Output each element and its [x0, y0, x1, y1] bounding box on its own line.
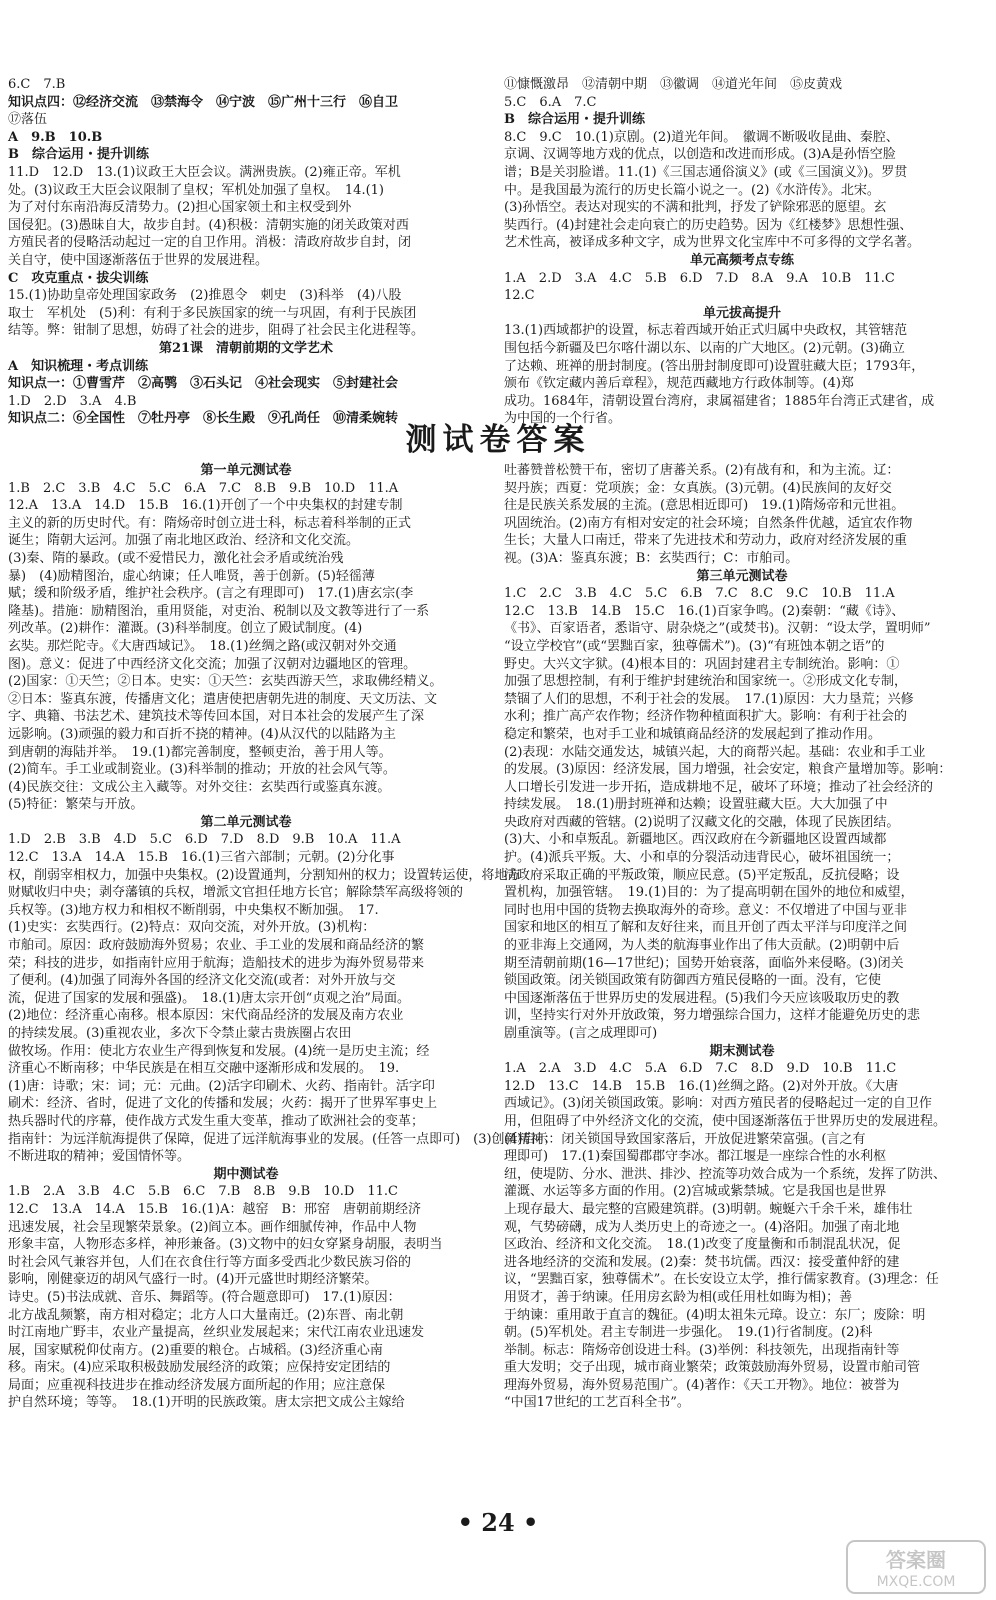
answer-line: 结等。弊：钳制了思想，妨碍了社会的进步，阻碍了社会民主化进程等。: [8, 323, 425, 339]
answer-line: 生长；大量人口南迁，带来了先进技术和劳动力，政府对经济发展的重: [504, 533, 908, 549]
top-right-column: [504, 76, 980, 428]
answer-line: 于纳谏：重用敢于直言的魏征。(4)明太祖朱元璋。设立：东厂；废除：明: [504, 1307, 926, 1323]
answer-line: 北方战乱频繁，南方相对稳定；北方人口大量南迁。(2)东晋、南北朝: [8, 1307, 404, 1323]
answer-line: 做牧场。作用：使北方农业生产得到恢复和发展。(4)统一是历史主流；经: [8, 1043, 430, 1059]
answer-line: 图)。意义：促进了中西经济文化交流；加强了汉朝对边疆地区的管理。: [8, 656, 417, 672]
answer-line: (2)国家：①天竺；②日本。史实：①天竺：玄奘西游天竺，求取佛经精义。: [8, 674, 443, 690]
answer-line: 12.C: [504, 288, 535, 304]
answer-line: 单元拔高提升: [702, 305, 781, 321]
answer-line: 的亚非海上交通网，为人类的航海事业作出了伟大贡献。(2)明朝中后: [504, 938, 900, 954]
answer-line: (2)表现：水陆交通发达，城镇兴起，大的商帮兴起。基础：农业和手工业: [504, 744, 926, 760]
answer-line: 关自守，使中国逐渐落伍于世界的发展进程。: [8, 252, 269, 268]
answer-line: 移。南宋。(4)应采取积极鼓励发展经济的政策；应保持安定团结的: [8, 1360, 391, 1376]
top-left-column: [8, 76, 484, 428]
answer-line: A 知识梳理・考点训练: [8, 358, 149, 374]
answer-line: 为中国的一个行省。: [504, 411, 622, 427]
answer-line: 水利；推广高产农作物；经济作物种植面积扩大。影响：有利于社会的: [504, 709, 908, 725]
answer-line: 不断进取的精神；爱国情怀等。: [8, 1149, 191, 1165]
answer-line: 理海外贸易，海外贸易范围广。(4)著作：《天工开物》。地位：被誉为: [504, 1377, 900, 1393]
answer-line: 围包括今新疆及巴尔喀什湖以东、以南的广大地区。(2)元朝。(3)确立: [504, 340, 905, 356]
answer-line: 方殖民者的侵略活动起过一定的自卫作用。消极：清政府故步自封，闭: [8, 235, 412, 251]
answer-line: 时江南地广野丰，农业产量提高，丝织业发展起来；宋代江南农业迅速发: [8, 1325, 425, 1341]
answer-line: 取士 军机处 (5)利：有利于多民族国家的统一与巩固，有利于民族团: [8, 305, 417, 321]
answer-line: 列改革。(2)耕作：灌溉。(3)科举制度。创立了殿试制度。(4): [8, 621, 363, 637]
answer-line: 中国逐渐落伍于世界历史的发展进程。(5)我们今天应该吸取历史的教: [504, 990, 900, 1006]
answer-line: 时社会风气兼容并包，人们在衣食住行等方面多受西北少数民族习俗的: [8, 1254, 412, 1270]
answer-line: 期中测试卷: [213, 1166, 279, 1182]
answer-line: 奘西行。(4)封建社会走向衰亡的历史趋势。因为《红楼梦》思想性强、: [504, 217, 913, 233]
answer-line: 用，但阻碍了中外经济文化的交流，使中国逐渐落伍于世界历史的发展进程。: [504, 1113, 947, 1129]
answer-line: 兵权等。(3)地方权力和相权不断削弱，中央集权不断加强。 17.: [8, 902, 379, 918]
answer-line: 指南针：为远洋航海提供了保障，促进了远洋航海事业的发展。(任答一点即可) (3)创新精神；: [8, 1131, 557, 1147]
answer-line: 影响，刚健豪迈的胡风气盛行一时。(4)开元盛世时期经济繁荣。: [8, 1272, 378, 1288]
svg-text:答案圈: 答案圈: [886, 1548, 946, 1572]
answer-line: (2)地位：经济重心南移。根本原因：宋代商品经济的发展及南方农业: [8, 1008, 404, 1024]
answer-line: (3)孙悟空。表达对现实的不满和批判，抒发了铲除邪恶的愿望。玄: [504, 200, 887, 216]
answer-line: “设立学校官”(或“罢黜百家，独尊儒术”)。(3)“有班蚀本朝之语”的: [504, 638, 885, 654]
bottom-right-column: [504, 462, 980, 1412]
answer-line: 举制。标志：隋炀帝创设进士科。(3)举例：科技领先，出现指南针等: [504, 1342, 900, 1358]
answer-line: 用贤才，善于纳谏。任用房玄龄为相(或任用杜如晦为相)；善: [504, 1289, 853, 1305]
answer-line: 第一单元测试卷: [200, 463, 292, 478]
answer-line: 《书》、百家语者，悉诣守、尉杂烧之”(或焚书)。汉朝：“设太学，置明师”: [504, 621, 931, 637]
answer-line: 期至清朝前期(16—17世纪)；国势开始衰落，面临外来侵略。(3)闭关: [504, 955, 904, 971]
answer-line: 单元高频考点专练: [689, 252, 794, 268]
answer-line: 1.D 2.B 3.B 4.D 5.C 6.D 7.D 8.D 9.B 10.A 11.A: [8, 832, 401, 848]
answer-line: 纽，使堤防、分水、泄洪、排沙、控流等功效合成为一个系统，发挥了防洪、: [504, 1166, 947, 1182]
answer-line: 12.D 13.C 14.B 15.B 16.(1)丝绸之路。(2)对外开放。《大唐: [504, 1078, 899, 1094]
answer-line: 了便利。(4)加强了同海外各国的经济文化交流(或者：对外开放与交: [8, 973, 396, 989]
answer-line: 1.B 2.A 3.B 4.C 5.B 6.C 7.B 8.B 9.B 10.D 11.C: [8, 1184, 398, 1200]
answer-line: 赋；缓和阶级矛盾，维护社会秩序。(言之有理即可) 17.(1)唐玄宗(李: [8, 586, 414, 602]
answer-line: 同时也用中国的货物去换取海外的奇珍。意义：不仅增进了中国与亚非: [504, 902, 908, 918]
answer-line: 热兵器时代的序幕，使作战方式发生重大变革，推动了欧洲社会的变革；: [8, 1113, 425, 1129]
answer-line: 隆基)。措施：励精图治，重用贤能，对吏治、税制以及文教等进行了一系: [8, 603, 430, 619]
answer-line: (4)启示：闭关锁国导致国家落后，开放促进繁荣富强。(言之有: [504, 1131, 866, 1147]
answer-line: 1.D 2.D 3.A 4.B: [8, 393, 137, 409]
answer-line: 处。(3)议政王大臣会议限制了皇权；军机处加强了皇权。 14.(1): [8, 182, 385, 198]
answer-line: 1.A 2.A 3.D 4.C 5.A 6.D 7.C 8.D 9.D 10.B 11.C: [504, 1061, 897, 1077]
answer-line: (1)唐：诗歌；宋：词；元：元曲。(2)活字印刷术、火药、指南针。活字印: [8, 1078, 435, 1094]
answer-line: 济重心不断南移；中华民族是在相互交融中逐渐形成和发展的。 19.: [8, 1061, 400, 1077]
answer-line: 刷术：经济、省时，促进了文化的传播和发展；火药：揭开了世界军事史上: [8, 1096, 438, 1112]
answer-line: 训，坚持实行对外开放政策，努力增强综合国力，这样才能避免历史的悲: [504, 1008, 921, 1024]
answer-line: 人口增长引发进一步开拓，造成耕地不足，破坏了环境；推动了社会经济的: [504, 779, 934, 795]
answer-line: (5)特征：繁荣与开放。: [8, 797, 144, 813]
answer-line: 12.C 13.A 14.A 15.B 16.(1)三省六部制；元朝。(2)分化事: [8, 850, 395, 866]
answer-line: 知识点四：⑫经济交流 ⑬禁海令 ⑭宁波 ⑮广州十三行 ⑯自卫: [8, 94, 399, 110]
answer-line: 1.C 2.C 3.B 4.C 5.C 6.B 7.C 8.C 9.C 10.B 11.A: [504, 586, 895, 602]
answer-line: 颁布《钦定藏内善后章程》，规范西藏地方行政体制等。(4)郑: [504, 376, 854, 392]
answer-line: 野史。大兴文字狱。(4)根本目的：巩固封建君主专制统治。影响：①: [504, 656, 900, 672]
answer-line: 视。(3)A：鉴真东渡；B：玄奘西行；C：市舶司。: [504, 550, 799, 566]
answer-line: 到唐朝的海陆并举。 19.(1)都完善制度，整顿吏治，善于用人等。: [8, 744, 392, 760]
answer-line: 国家和地区的相互了解和友好往来，而且开创了西太平洋与印度洋之间: [504, 920, 908, 936]
answer-line: ②日本：鉴真东渡，传播唐文化；遣唐使把唐朝先进的制度、天文历法、文: [8, 691, 438, 707]
answer-line: “中国17世纪的工艺百科全书”。: [504, 1395, 690, 1411]
watermark-logo: [846, 1540, 986, 1594]
answer-line: 朝。(5)军机处。君主专制进一步强化。 19.(1)行省制度。(2)科: [504, 1325, 873, 1341]
answer-line: 中。是我国最为流行的历史长篇小说之一。(2)《水浒传》。北宋。: [504, 182, 880, 198]
answer-line: 西域记》。(3)闭关锁国政策。影响：对西方殖民者的侵略起过一定的自卫作: [504, 1096, 932, 1112]
answer-line: 加强了思想控制，有利于维护封建统治和国家统一。②形成文化专制，: [504, 674, 908, 690]
answer-line: 形象丰富，人物形态多样，神形兼备。(3)文物中的妇女穿紧身胡服，表明当: [8, 1237, 443, 1253]
answer-line: 诞生；隋朝大运河。加强了南北地区政治、经济和文化交流。: [8, 533, 360, 549]
answer-line: 谱；B是关羽脸谱。11.(1)《三国志通俗演义》(或《三国演义》)。罗贯: [504, 164, 908, 180]
answer-line: 11.D 12.D 13.(1)议政王大臣会议。满洲贵族。(2)雍正帝。军机: [8, 164, 401, 180]
answer-line: 期末测试卷: [709, 1043, 775, 1059]
answer-line: 进各地经济的交流和发展。(2)秦：焚书坑儒。西汉：接受董仲舒的建: [504, 1254, 900, 1270]
answer-line: 持续发展。 18.(1)册封班禅和达赖；设置驻藏大臣。大大加强了中: [504, 797, 888, 813]
answer-line: (2)简车。手工业或制瓷业。(3)科举制的推动；开放的社会风气等。: [8, 762, 396, 778]
page-number: • 24 •: [457, 1508, 539, 1537]
answer-line: (3)秦、隋的暴政。(或不爱惜民力，激化社会矛盾或统治残: [8, 550, 344, 566]
answer-line: 央政府对西藏的管辖。(2)说明了汉藏文化的交融，体现了民族团结。: [504, 814, 900, 830]
answer-line: ⑰落伍: [8, 112, 48, 128]
answer-line: 的持续发展。(3)重视农业，多次下令禁止蒙古贵族圈占农田: [8, 1026, 352, 1041]
answer-line: 置机构，加强管辖。 19.(1)目的：为了提高明朝在国外的地位和威望，: [504, 885, 914, 901]
answer-line: 12.C 13.A 14.A 15.B 16.(1)A：越窑 B：邢窑 唐朝前期经济: [8, 1201, 422, 1217]
answer-line: 议，“罢黜百家，独尊儒术”。在长安设立太学，推行儒家教育。(3)理念：任: [504, 1272, 939, 1288]
answer-line: 吐蕃赞普松赞干布，密切了唐蕃关系。(2)有战有和，和为主流。辽：: [504, 463, 900, 478]
answer-line: 往是民族关系发展的主流。(意思相近即可) 19.(1)隋炀帝和元世祖。: [504, 498, 905, 514]
answer-line: 市舶司。原因：政府鼓励海外贸易；农业、手工业的发展和商品经济的繁: [8, 938, 425, 954]
answer-line: A 9.B 10.B: [8, 129, 103, 145]
answer-line: 第三单元测试卷: [696, 568, 788, 584]
answer-line: 1.B 2.C 3.B 4.C 5.C 6.A 7.C 8.B 9.B 10.D 11.A: [8, 480, 399, 496]
answer-line: 理即可) 17.(1)秦国蜀郡郡守李冰。都江堰是一座综合性的水利枢: [504, 1149, 887, 1165]
answer-line: B 综合运用・提升训练: [8, 147, 149, 163]
answer-line: 艺术性高，被译成多种文字，成为世界文化宝库中不可多得的文学名著。: [504, 235, 921, 251]
answer-line: 6.C 7.B: [8, 77, 66, 92]
answer-line: 字、典籍、书法艺术、建筑技术等传回本国，对日本社会的发展产生了深: [8, 709, 425, 725]
answer-line: 5.C 6.A 7.C: [504, 94, 597, 110]
answer-line: C 攻克重点・拔尖训练: [8, 270, 149, 286]
answer-line: 国侵犯。(3)愚昧自大，故步自封。(4)积极：清朝实施的闭关政策对西: [8, 217, 409, 233]
answer-line: 知识点二：⑥全国性 ⑦牡丹亭 ⑧长生殿 ⑨孔尚任 ⑩清柔婉转: [8, 411, 399, 427]
answer-line: 荣；科技的进步，如指南针应用于航海；造船技术的进步为海外贸易带来: [8, 955, 425, 971]
answer-line: 12.A 13.A 14.D 15.B 16.(1)开创了一个中央集权的封建专制: [8, 498, 403, 514]
answer-line: 稳定和繁荣，也对手工业和城镇商品经济的发展起到了推动作用。: [504, 726, 882, 742]
answer-line: 诗史。(5)书法成就、音乐、舞蹈等。(符合题意即可) 17.(1)原因：: [8, 1289, 401, 1305]
answer-line: 13.(1)西域都护的设置，标志着西域开始正式归属中央政权，其管辖范: [504, 323, 908, 339]
answer-line: 禁锢了人们的思想，不利于社会的发展。 17.(1)原因：大力垦荒；兴修: [504, 691, 914, 707]
answer-line: 重大发明；交子出现，城市商业繁荣；政策鼓励海外贸易，设置市舶司管: [504, 1360, 921, 1376]
answer-line: 巩固统治。(2)南方有相对安定的社会环境；自然条件优越，适宜农作物: [504, 515, 913, 531]
answer-line: 财赋收归中央；剥夺藩镇的兵权，增派文官担任地方长官；解除禁军高级将领的: [8, 885, 464, 901]
answer-line: 12.C 13.B 14.B 15.C 16.(1)百家争鸣。(2)秦朝：“藏《诗》、: [504, 603, 905, 619]
answer-line: 局面；应重视科技进步在推动经济发展方面所起的作用；应注意保: [8, 1377, 386, 1393]
page-title: 测试卷答案: [405, 422, 591, 458]
answer-line: 清政府采取正确的平叛政策，顺应民意。(5)平定叛乱，反抗侵略；设: [504, 867, 900, 883]
answer-line: (1)史实：玄奘西行。(2)特点：双向交流，对外开放。(3)机构：: [8, 920, 376, 936]
bottom-left-column: [8, 462, 557, 1412]
answer-line: 迅速发展，社会呈现繁荣景象。(2)阎立本。画作细腻传神，作品中人物: [8, 1219, 417, 1235]
answer-line: 京调、汉调等地方戏的优点，以创造和改进而形成。(3)A是孙悟空脸: [504, 147, 896, 163]
answer-line: 第二单元测试卷: [200, 814, 292, 830]
answer-line: 15.(1)协助皇帝处理国家政务 (2)推恩令 刺史 (3)科举 (4)八股: [8, 288, 402, 304]
answer-line: 知识点一：①曹雪芹 ②高鹗 ③石头记 ④社会现实 ⑤封建社会: [8, 376, 399, 392]
answer-line: 锁国政策。闭关锁国政策有防御西方殖民侵略的一面。没有，它使: [504, 973, 882, 989]
answer-line: (4)民族交往：文成公主入藏等。对外交往：玄奘西行或鉴真东渡。: [8, 779, 391, 795]
answer-line: 区政治、经济和文化交流。 18.(1)改变了度量衡和币制混乱状况，促: [504, 1237, 901, 1253]
answer-line: 了达赖、班禅的册封制度。(答出册封制度即可)设置驻藏大臣；1793年，: [504, 358, 925, 374]
answer-line: 1.A 2.D 3.A 4.C 5.B 6.D 7.D 8.A 9.A 10.B 11.C: [504, 270, 895, 286]
answer-line: 流，促进了国家的发展和强盛)。 18.(1)唐太宗开创“贞观之治”局面。: [8, 990, 410, 1006]
answer-line: 观，气势磅礴，成为人类历史上的奇迹之一。(4)洛阳。加强了南北地: [504, 1219, 900, 1235]
answer-line: 灌溉、水运等多方面的作用。(2)宫城或紫禁城。它是我国也是世界: [504, 1184, 887, 1200]
answer-line: 上现存最大、最完整的宫殿建筑群。(3)明朝。蜿蜒六千余千米，雄伟壮: [504, 1201, 913, 1217]
answer-line: 护自然环境；等等。 18.(1)开明的民族政策。唐太宗把文成公主嫁给: [8, 1395, 405, 1411]
answer-line: 主义的新的历史时代。有：隋炀帝时创立进士科，标志着科举制的正式: [8, 515, 412, 531]
answer-line: 8.C 9.C 10.(1)京剧。(2)道光年间。 徽调不断吸收昆曲、秦腔、: [504, 129, 899, 145]
answer-line: 护。(4)派兵平叛。大、小和卓的分裂活动违背民心，破坏祖国统一；: [504, 850, 900, 866]
answer-line: 的发展。(3)原因：经济发展，国力增强，社会安定，粮食产量增加等。影响：: [504, 762, 952, 778]
answer-line: 展，国家赋税仰仗南方。(2)重要的粮仓。占城稻。(3)经济重心南: [8, 1342, 383, 1358]
answer-line: 为了对付东南沿海反清势力。(2)担心国家领土和主权受到外: [8, 200, 352, 216]
answer-line: (3)大、小和卓叛乱。新疆地区。西汉政府在今新疆地区设置西域都: [504, 832, 887, 848]
svg-text:MXQE.COM: MXQE.COM: [876, 1574, 956, 1590]
answer-line: 权，削弱宰相权力，加强中央集权。(2)设置通判，分割知州的权力；设置转运使，将地方: [8, 867, 521, 883]
answer-line: 成功。1684年，清朝设置台湾府，隶属福建省；1885年台湾正式建省，成: [504, 393, 935, 409]
answer-line: 第21课 清朝前期的文学艺术: [158, 340, 334, 356]
answer-line: 暴) (4)励精图治，虚心纳谏；任人唯贤，善于创新。(5)轻徭薄: [8, 568, 375, 584]
answer-line: 契丹族；西夏：党项族；金：女真族。(3)元朝。(4)民族间的友好交: [504, 480, 892, 496]
answer-line: 远影响。(3)顽强的毅力和百折不挠的精神。(4)从汉代的以陆路为主: [8, 726, 396, 742]
answer-line: B 综合运用・提升训练: [504, 112, 645, 128]
answer-line: 剧重演等。(言之成理即可): [504, 1026, 658, 1041]
answer-line: 玄奘。那烂陀寺。《大唐西域记》。 18.(1)丝绸之路(或汉朝对外交通: [8, 638, 397, 654]
answer-line: ⑪慷慨激昂 ⑫清朝中期 ⑬徽调 ⑭道光年间 ⑮皮黄戏: [504, 77, 843, 92]
